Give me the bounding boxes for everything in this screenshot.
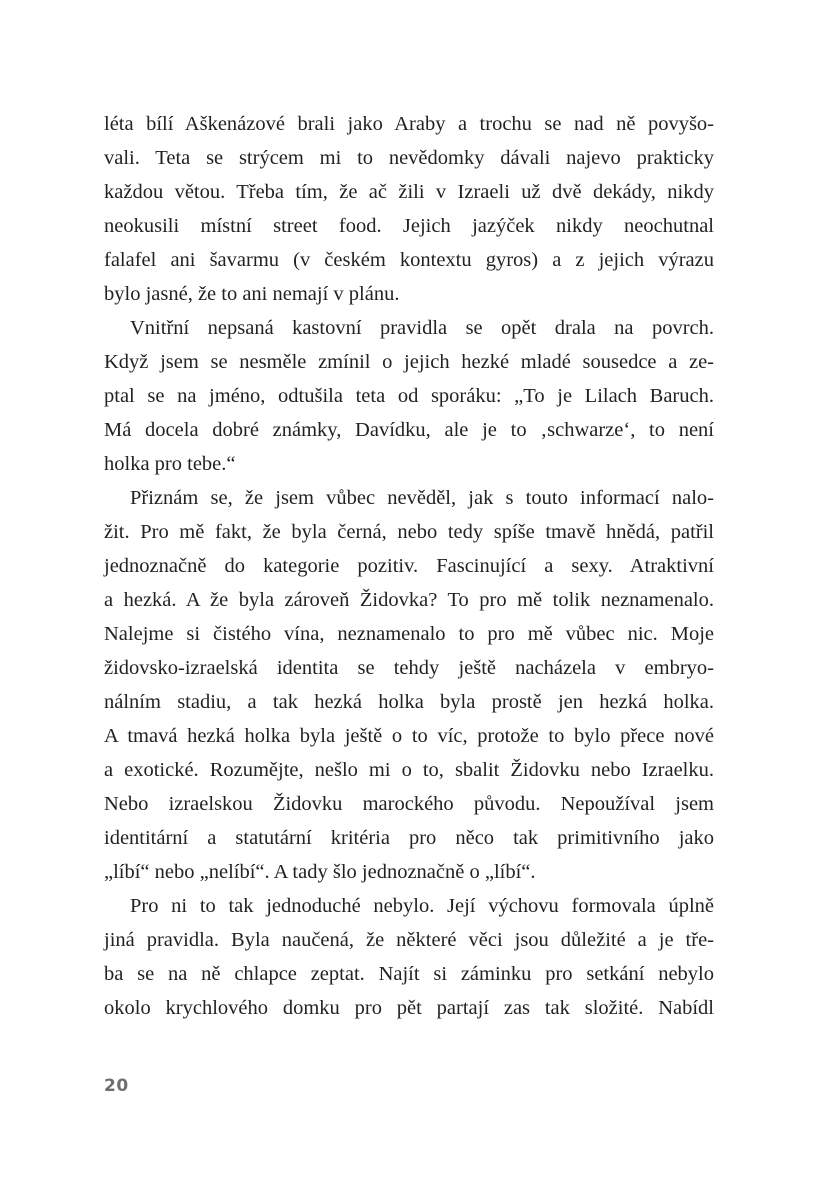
text-line: a hezká. A že byla zároveň Židovka? To pro mě tolik neznamenalo. [104,589,714,611]
text-line: a exotické. Rozumějte, nešlo mi o to, sbalit Židovku nebo Izraelku. [104,759,714,781]
text-line: falafel ani šavarmu (v českém kontextu gyros) a z jejich výrazu [104,249,714,271]
text-line: Přiznám se, že jsem vůbec nevěděl, jak s touto informací nalo- [130,487,714,509]
text-line: léta bílí Aškenázové brali jako Araby a trochu se nad ně povyšo- [104,113,714,135]
paragraph-3 [104,481,714,889]
paragraph-2 [104,311,714,481]
text-line: Když jsem se nesměle zmínil o jejich hezké mladé sousedce a ze- [104,351,714,373]
text-line: okolo krychlového domku pro pět partají zas tak složité. Nabídl [104,997,714,1019]
text-line: nálním stadiu, a tak hezká holka byla prostě jen hezká holka. [104,691,714,713]
text-line: vali. Teta se strýcem mi to nevědomky dávali najevo prakticky [104,147,714,169]
text-line: každou větou. Třeba tím, že ač žili v Izraeli už dvě dekády, nikdy [104,181,714,203]
paragraph-4 [104,889,714,1025]
text-line: „líbí“ nebo „nelíbí“. A tady šlo jednoznačně o „líbí“. [104,861,536,883]
paragraph-1 [104,107,714,311]
text-line: jednoznačně do kategorie pozitiv. Fascinující a sexy. Atraktivní [104,555,714,577]
text-line: holka pro tebe.“ [104,453,236,475]
text-line: židovsko-izraelská identita se tehdy ještě nacházela v embryo- [104,657,714,679]
text-line: jiná pravidla. Byla naučená, že některé věci jsou důležité a je tře- [104,929,714,951]
text-line: Nebo izraelskou Židovku marockého původu. Nepoužíval jsem [104,793,714,815]
text-line: A tmavá hezká holka byla ještě o to víc, protože to bylo přece nové [104,725,714,747]
page-number: 20 [104,1076,129,1096]
text-line: neokusili místní street food. Jejich jazýček nikdy neochutnal [104,215,714,237]
text-line: ptal se na jméno, odtušila teta od sporáku: „To je Lilach Baruch. [104,385,714,407]
text-line: Má docela dobré známky, Davídku, ale je to ‚schwarze‘, to není [104,419,714,441]
text-line: identitární a statutární kritéria pro něco tak primitivního jako [104,827,714,849]
text-line: ba se na ně chlapce zeptat. Najít si záminku pro setkání nebylo [104,963,714,985]
text-line: bylo jasné, že to ani nemají v plánu. [104,283,400,305]
text-line: Pro ni to tak jednoduché nebylo. Její výchovu formovala úplně [130,895,714,917]
text-line: Nalejme si čistého vína, neznamenalo to pro mě vůbec nic. Moje [104,623,714,645]
body-text [104,107,714,1025]
text-line: žit. Pro mě fakt, že byla černá, nebo tedy spíše tmavě hnědá, patřil [104,521,714,543]
text-line: Vnitřní nepsaná kastovní pravidla se opět drala na povrch. [130,317,714,339]
